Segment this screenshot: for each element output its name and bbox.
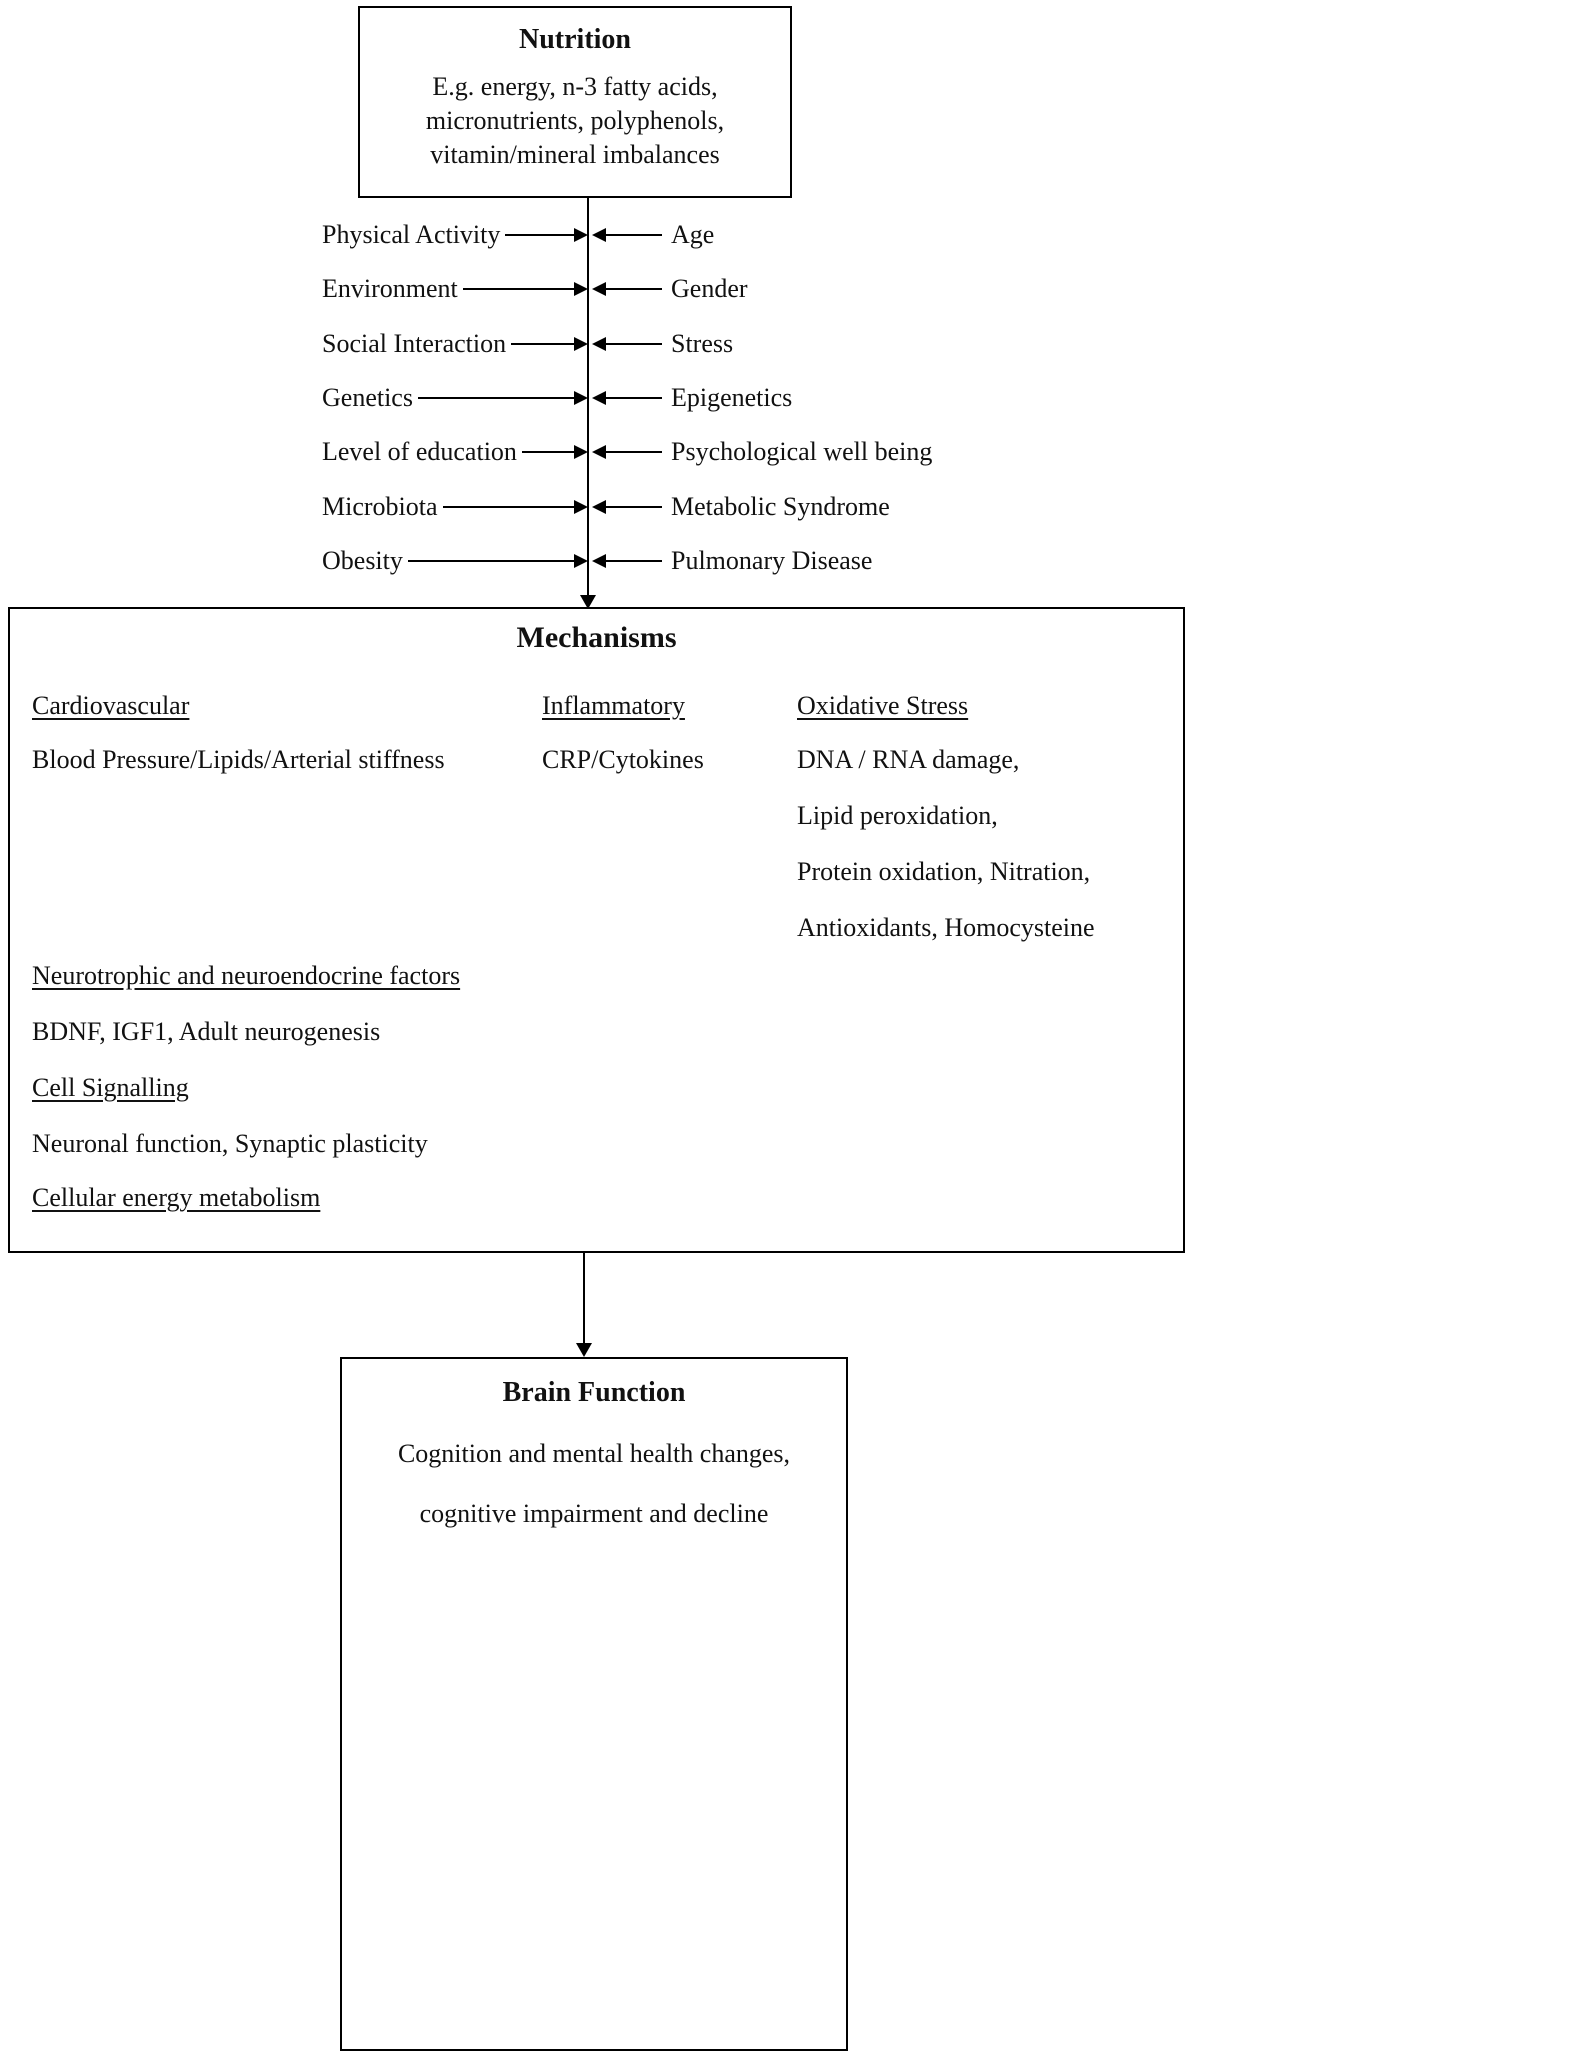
mechanisms-col-cardiovascular-line: Blood Pressure/Lipids/Arterial stiffness <box>32 745 445 774</box>
nutrition-body-line: micronutrients, polyphenols, <box>425 106 725 135</box>
arrow-line <box>606 343 662 345</box>
factor-row <box>0 220 1570 250</box>
factor-left-label: Physical Activity <box>322 220 501 249</box>
factor-left <box>322 492 588 522</box>
arrow-down-icon <box>576 1343 592 1357</box>
factor-right-label: Stress <box>671 329 734 358</box>
arrow-left-icon <box>592 554 606 568</box>
factor-right-label: Age <box>671 220 715 249</box>
mechanisms-col-oxidative-title: Oxidative Stress <box>797 691 969 720</box>
arrow-left-icon <box>592 228 606 242</box>
factor-right-label: Pulmonary Disease <box>671 546 873 575</box>
arrow-right-icon <box>574 228 588 242</box>
arrow-right-icon <box>574 282 588 296</box>
nutrition-title: Nutrition <box>519 24 631 55</box>
factor-right-label: Psychological well being <box>671 437 933 466</box>
factor-right-label: Epigenetics <box>671 383 793 412</box>
factor-row <box>0 546 1570 576</box>
arrow-right-icon <box>574 337 588 351</box>
mechanisms-title: Mechanisms <box>516 621 677 654</box>
connector-line-mechanisms-to-brain <box>583 1253 585 1343</box>
mechanisms-col-oxidative-line: Lipid peroxidation, <box>797 801 998 830</box>
factor-left <box>322 329 588 359</box>
factor-right <box>592 329 733 359</box>
factor-left <box>322 383 588 413</box>
factor-row <box>0 383 1570 413</box>
mechanisms-col-inflammatory-title: Inflammatory <box>542 691 685 720</box>
arrow-line <box>606 234 662 236</box>
factor-row <box>0 274 1570 304</box>
factor-left-label: Social Interaction <box>322 329 507 358</box>
mechanisms-section-neurotrophic-title: Neurotrophic and neuroendocrine factors <box>32 961 461 990</box>
arrow-left-icon <box>592 337 606 351</box>
mechanisms-section-cell-signalling-title: Cell Signalling <box>32 1073 189 1102</box>
factor-left <box>322 274 588 304</box>
factor-right-label: Metabolic Syndrome <box>671 492 890 521</box>
arrow-left-icon <box>592 282 606 296</box>
nutrition-body-line: E.g. energy, n-3 fatty acids, <box>432 72 718 101</box>
arrow-left-icon <box>592 500 606 514</box>
arrow-line <box>606 560 662 562</box>
factor-right <box>592 546 872 576</box>
mechanisms-section-neurotrophic-line: BDNF, IGF1, Adult neurogenesis <box>32 1017 381 1046</box>
brain-function-line: cognitive impairment and decline <box>419 1499 769 1528</box>
mechanisms-col-inflammatory-line: CRP/Cytokines <box>542 745 704 774</box>
mechanisms-box <box>8 607 1185 1253</box>
arrow-line <box>522 451 574 453</box>
arrow-left-icon <box>592 391 606 405</box>
arrow-line <box>505 234 574 236</box>
arrow-right-icon <box>574 554 588 568</box>
factor-left-label: Genetics <box>322 383 413 412</box>
arrow-left-icon <box>592 445 606 459</box>
arrow-line <box>408 560 574 562</box>
brain-function-line: Cognition and mental health changes, <box>397 1439 791 1468</box>
mechanisms-col-oxidative-line: DNA / RNA damage, <box>797 745 1020 774</box>
nutrition-body <box>360 70 790 172</box>
factor-left <box>322 437 588 467</box>
factor-left-label: Microbiota <box>322 492 438 521</box>
factor-row <box>0 437 1570 467</box>
arrow-right-icon <box>574 445 588 459</box>
factor-right <box>592 220 714 250</box>
factor-left-label: Environment <box>322 274 458 303</box>
factor-right <box>592 383 792 413</box>
factor-right <box>592 492 890 522</box>
factor-left-label: Level of education <box>322 437 517 466</box>
mechanisms-col-oxidative-line: Protein oxidation, Nitration, <box>797 857 1091 886</box>
factor-right <box>592 274 748 304</box>
mechanisms-section-cell-signalling-line: Neuronal function, Synaptic plasticity <box>32 1129 428 1158</box>
factor-row <box>0 492 1570 522</box>
nutrition-body-line: vitamin/mineral imbalances <box>430 140 720 169</box>
mechanisms-section-cellular-energy-title: Cellular energy metabolism <box>32 1183 321 1212</box>
mechanisms-col-oxidative-line: Antioxidants, Homocysteine <box>797 913 1095 942</box>
mechanisms-col-cardiovascular-title: Cardiovascular <box>32 691 190 720</box>
arrow-line <box>511 343 574 345</box>
arrow-line <box>463 288 574 290</box>
brain-function-title: Brain Function <box>502 1377 686 1408</box>
factor-left <box>322 546 588 576</box>
arrow-line <box>606 397 662 399</box>
arrow-right-icon <box>574 391 588 405</box>
arrow-line <box>418 397 574 399</box>
factor-row <box>0 329 1570 359</box>
arrow-line <box>606 451 662 453</box>
brain-function-box <box>340 1357 848 2051</box>
arrow-line <box>443 506 574 508</box>
arrow-line <box>606 506 662 508</box>
factor-right-label: Gender <box>671 274 748 303</box>
factor-left <box>322 220 588 250</box>
arrow-right-icon <box>574 500 588 514</box>
factor-right <box>592 437 932 467</box>
nutrition-box <box>358 6 792 198</box>
factor-left-label: Obesity <box>322 546 403 575</box>
arrow-line <box>606 288 662 290</box>
